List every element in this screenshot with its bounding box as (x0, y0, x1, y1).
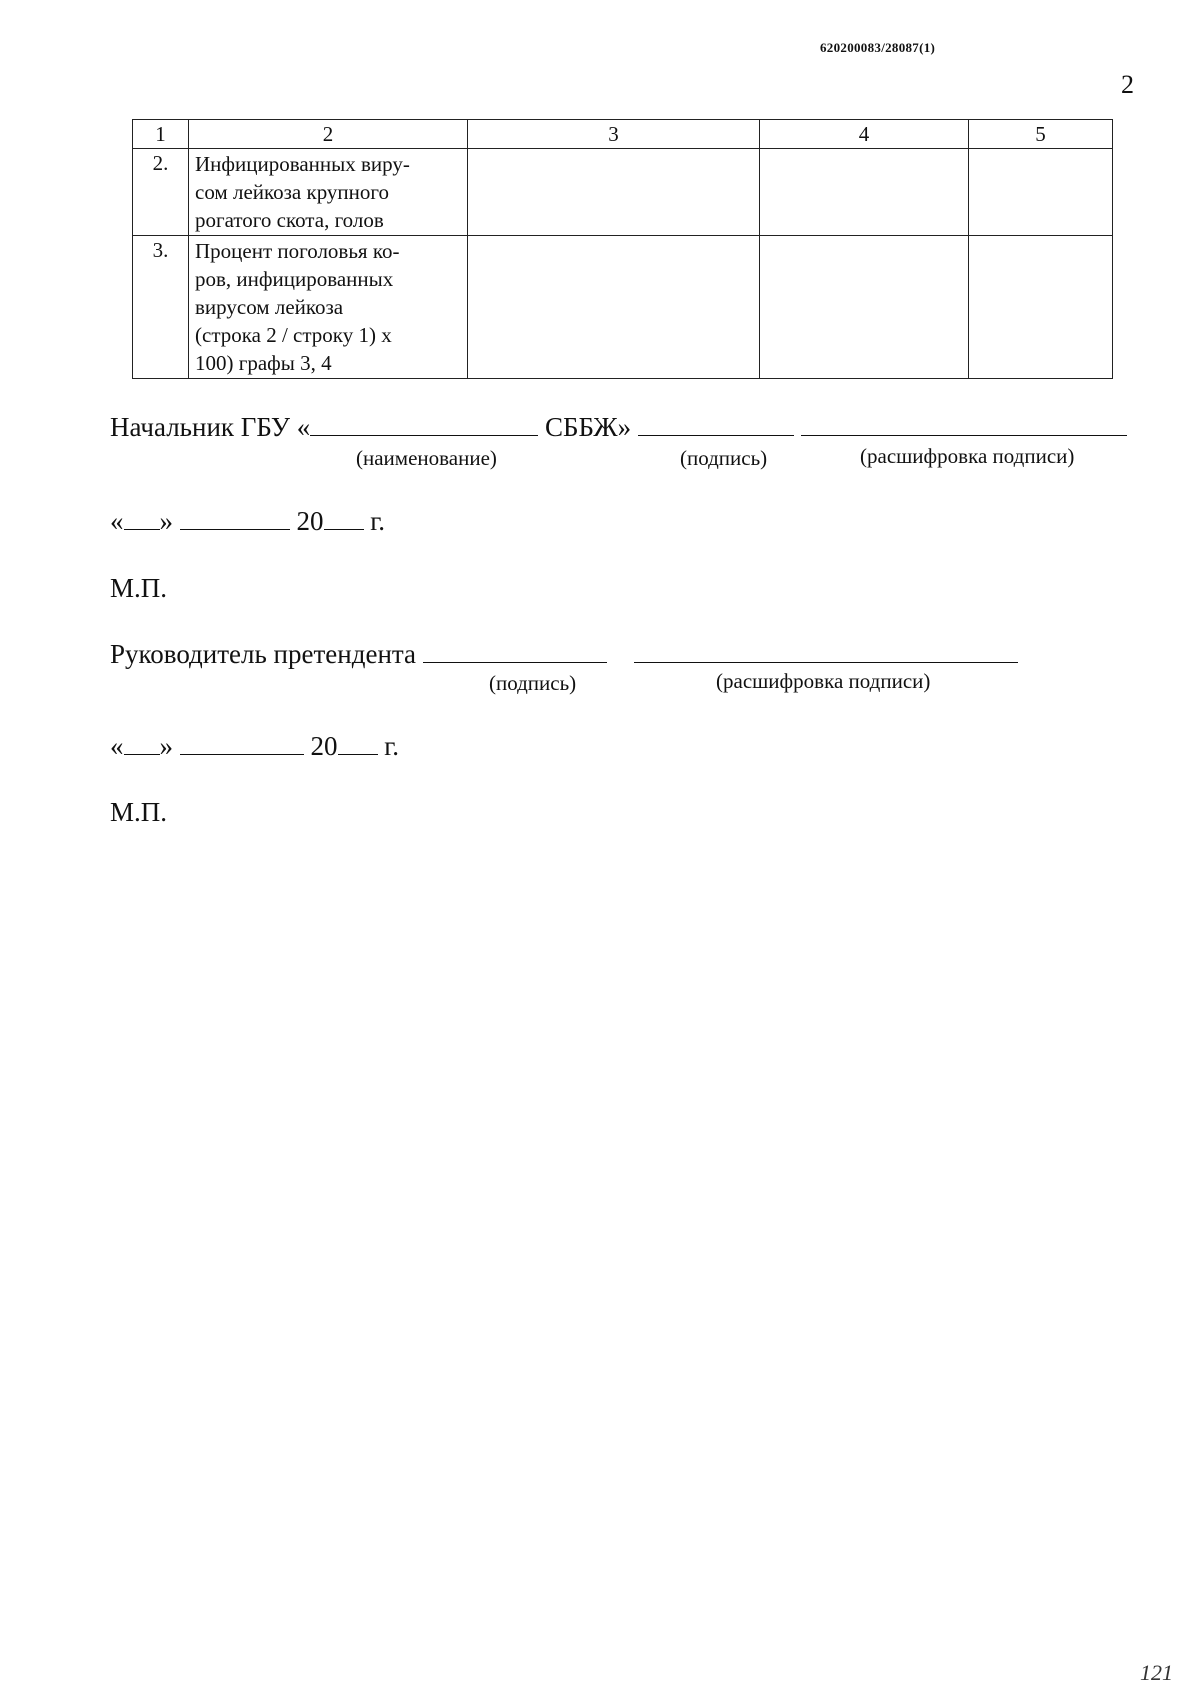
year-field[interactable] (338, 732, 378, 755)
description-line: вирусом лейкоза (195, 295, 344, 319)
month-field[interactable] (180, 732, 304, 755)
data-table (132, 119, 1113, 379)
applicant-signature-field[interactable] (423, 640, 607, 663)
month-field[interactable] (180, 507, 290, 530)
description-line: рогатого скота, голов (195, 208, 384, 232)
table-row (133, 149, 1113, 236)
row-description (189, 149, 468, 236)
chief-label-start: Начальник ГБУ « (110, 412, 311, 442)
year-field[interactable] (324, 507, 364, 530)
table-cell (760, 149, 969, 236)
column-header: 5 (969, 120, 1113, 149)
row-number: 3. (133, 236, 189, 379)
description-line: Процент поголовья ко- (195, 239, 400, 263)
table-cell (468, 149, 760, 236)
caption-decode: (расшифровка подписи) (860, 444, 1075, 468)
column-header: 4 (760, 120, 969, 149)
day-field[interactable] (124, 507, 160, 530)
table-cell (969, 236, 1113, 379)
chief-signature-row (110, 412, 1127, 443)
chief-signature-field[interactable] (638, 413, 794, 436)
date-row-1 (110, 506, 385, 537)
description-line: сом лейкоза крупного (195, 180, 389, 204)
column-header: 2 (189, 120, 468, 149)
caption-name: (наименование) (356, 446, 497, 470)
table-cell (969, 149, 1113, 236)
chief-name-decode-field[interactable] (801, 413, 1127, 436)
table-row (133, 236, 1113, 379)
applicant-label: Руководитель претендента (110, 639, 417, 669)
year-suffix: г. (370, 506, 386, 536)
description-line: 100) графы 3, 4 (195, 351, 332, 375)
description-line: Инфицированных виру- (195, 152, 410, 176)
year-prefix: 20 (310, 731, 338, 761)
column-header: 1 (133, 120, 189, 149)
row-number: 2. (133, 149, 189, 236)
date-row-2 (110, 731, 399, 762)
quote-open: « (110, 506, 124, 536)
year-prefix: 20 (296, 506, 324, 536)
description-line: ров, инфицированных (195, 267, 394, 291)
table-header-row (133, 120, 1113, 149)
day-field[interactable] (124, 732, 160, 755)
quote-close: » (159, 506, 173, 536)
stamp-place-2: М.П. (110, 797, 168, 827)
applicant-caption-decode: (расшифровка подписи) (716, 669, 931, 693)
stamp-place-1: М.П. (110, 573, 168, 603)
applicant-caption-signature: (подпись) (489, 671, 577, 695)
chief-label-end: СББЖ» (545, 412, 632, 442)
table-cell (468, 236, 760, 379)
quote-close: » (159, 731, 173, 761)
year-suffix: г. (384, 731, 400, 761)
row-description (189, 236, 468, 379)
quote-open: « (110, 731, 124, 761)
page-number: 2 (1121, 70, 1134, 99)
description-line: (строка 2 / строку 1) х (195, 323, 392, 347)
org-name-field[interactable] (310, 413, 538, 436)
applicant-name-decode-field[interactable] (634, 640, 1018, 663)
column-header: 3 (468, 120, 760, 149)
caption-signature: (подпись) (680, 446, 768, 470)
applicant-signature-row (110, 639, 1018, 670)
document-number: 620200083/28087(1) (820, 40, 936, 55)
table-cell (760, 236, 969, 379)
corner-handwritten-mark: 121 (1140, 1660, 1173, 1685)
